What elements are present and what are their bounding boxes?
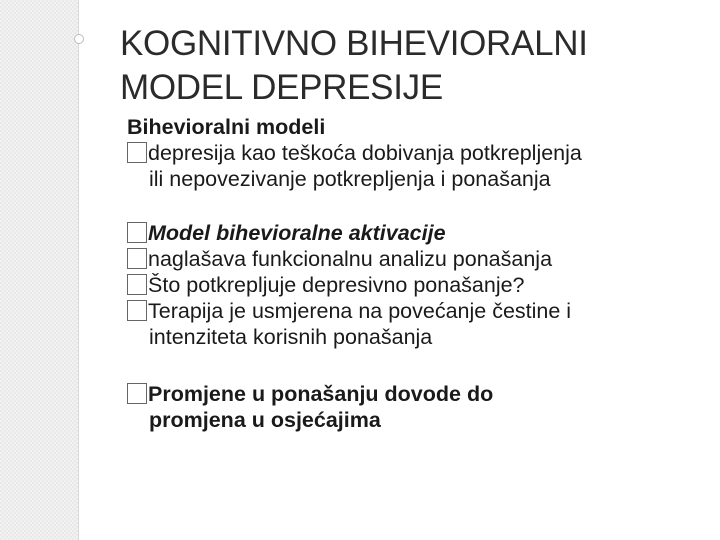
slide-title: [120, 22, 700, 110]
bullet-box-icon: [127, 383, 147, 404]
bullet-box-icon: [127, 222, 147, 243]
bullet-box-icon: [127, 300, 147, 321]
bullet-terapija: [127, 298, 707, 324]
bullet-naglasava: [127, 246, 707, 272]
bullet-text: naglašava funkcionalnu analizu ponašanja: [148, 247, 553, 271]
bullet-box-icon: [127, 142, 147, 163]
bullet-depresija-continuation: ili nepovezivanje potkrepljenja i ponašanja: [149, 167, 551, 191]
side-divider-line: [78, 0, 79, 540]
bullet-text: Što potkrepljuje depresivno ponašanje?: [148, 273, 525, 297]
bullet-text: Model bihevioralne aktivacije: [148, 221, 446, 245]
bullet-text: Terapija je usmjerena na povećanje čestine i: [148, 299, 572, 323]
section-heading-bihevioralni-modeli: Bihevioralni modeli: [127, 115, 326, 139]
decorative-circle-icon: [74, 34, 84, 44]
slide-title-line-2: MODEL DEPRESIJE: [120, 68, 443, 107]
bullet-sto-potkrepljuje: [127, 272, 707, 298]
slide-title-line-1: KOGNITIVNO BIHEVIORALNI: [120, 24, 588, 63]
bullet-box-icon: [127, 274, 147, 295]
bullet-depresija: [127, 140, 707, 166]
slide-content: [127, 114, 707, 433]
bullet-text: depresija kao teškoća dobivanja potkrepljenja: [148, 141, 582, 165]
bullet-promjene-continuation: promjena u osjećajima: [149, 408, 381, 432]
bullet-model-bihevioralne-aktivacije: [127, 220, 707, 246]
bullet-text: Promjene u ponašanju dovode do: [148, 382, 494, 406]
bullet-box-icon: [127, 248, 147, 269]
decorative-side-strip: [0, 0, 78, 540]
bullet-terapija-continuation: intenziteta korisnih ponašanja: [149, 325, 433, 349]
bullet-promjene: [127, 381, 707, 407]
